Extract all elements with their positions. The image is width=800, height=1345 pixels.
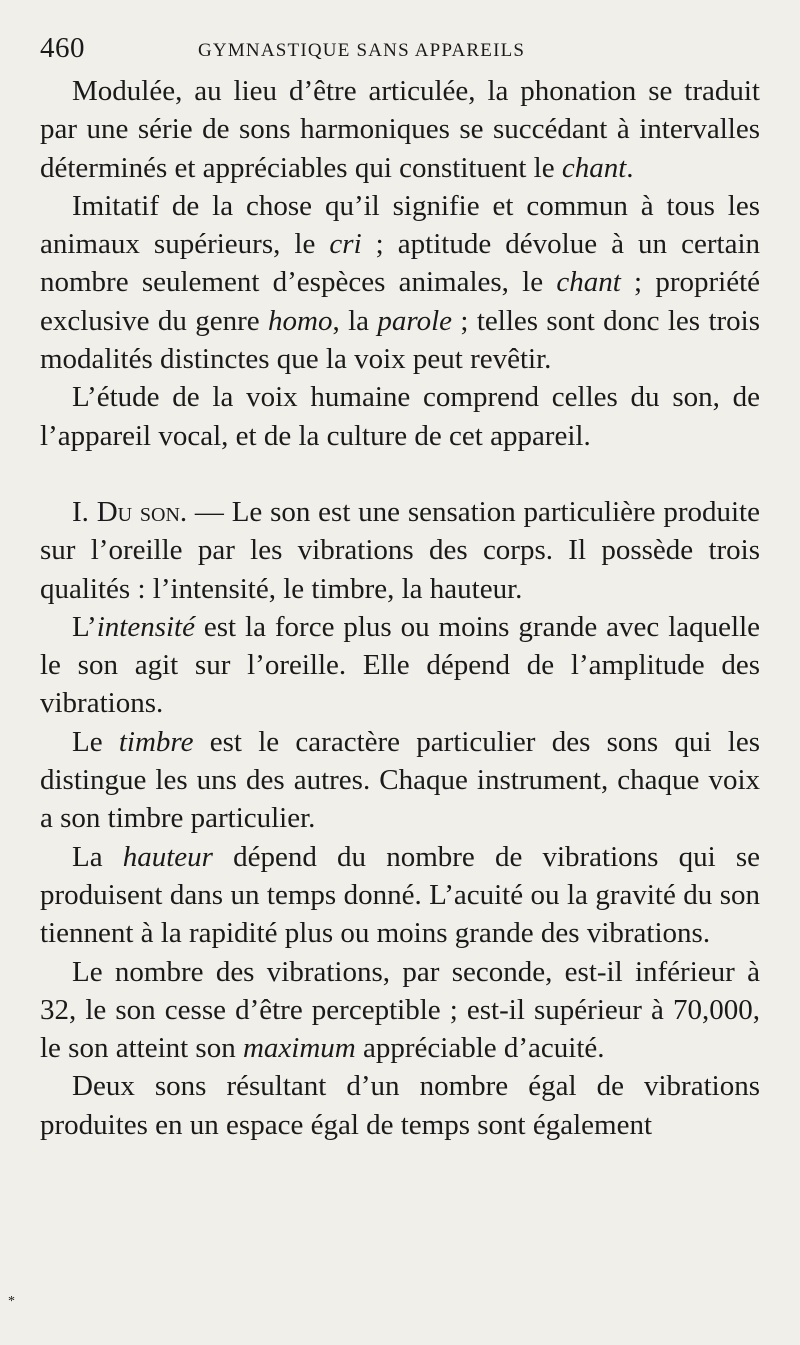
paragraph-modalites [40,187,760,378]
italic-term: maximum [242,1032,356,1065]
italic-term: chant [556,266,621,299]
text-run: , la [332,304,378,337]
margin-mark: * [8,1294,15,1309]
section-title: Du son. [96,495,188,528]
section-du-son [40,493,760,608]
text-run: L’ [72,610,97,643]
text-run: — Le son est une sensation particulière produite sur l’oreille par les vibrations des corps. Il possède trois qualités : l’intensité, le timbre, la hauteur. [40,495,760,605]
paragraph-intensite [40,608,760,723]
paragraph-timbre [40,723,760,838]
text-run: ; aptitude dévolue à un certain nombre seulement d’espèces animales, le [40,228,760,299]
italic-term: timbre [118,725,194,758]
text-run: ; telles sont donc les trois modalités distinctes que la voix peut revêtir. [40,304,760,376]
text-run: est le caractère particulier des sons qui les distingue les uns des autres. Chaque instrument, chaque voix a son timbre particulier. [40,725,760,835]
paragraph-vibrations [40,953,760,1068]
text-run: Le nombre des vibrations, par seconde, est-il inférieur à 32, le son cesse d’être perceptible ; est-il supérieur à 70,000, le son atteint son [40,955,760,1065]
paragraph-chant [40,72,760,187]
italic-term: chant [561,151,627,184]
text-run: Modulée, au lieu d’être articulée, la phonation se traduit par une série de sons harmoniques se succédant à intervalles déterminés et appréciables qui constituent le [40,75,760,184]
italic-term: cri [329,228,362,261]
page-header [40,30,760,70]
text-run: est la force plus ou moins grande avec laquelle le son agit sur l’oreille. Elle dépend de l’amplitude des vibrations. [40,610,760,720]
body-text [40,72,760,1144]
text-run: appréciable d’acuité. [355,1032,605,1065]
section-number: I. [72,495,97,528]
text-run: ; propriété exclusive du genre [40,266,760,337]
italic-term: hauteur [122,840,213,873]
text-run: La [72,840,123,873]
italic-term: parole [377,304,453,337]
paragraph-deux-sons: Deux sons résultant d’un nombre égal de vibrations produites en un espace égal de temps sont également [40,1070,760,1141]
running-title: GYMNASTIQUE SANS APPAREILS [198,40,526,61]
text-run: Imitatif de la chose qu’il signifie et commun à tous les animaux supérieurs, le [40,189,760,261]
paragraph-etude: L’étude de la voix humaine comprend celles du son, de l’appareil vocal, et de la culture de cet appareil. [40,381,760,452]
italic-term: homo [268,304,333,337]
text-run: . [626,151,634,184]
italic-term: intensité [96,610,195,643]
paragraph-hauteur [40,838,760,953]
text-run: dépend du nombre de vibrations qui se produisent dans un temps donné. L’acuité ou la gravité du son tiennent à la rapidité plus ou moins grande des vibrations. [40,840,760,950]
text-run: Le [72,725,119,758]
page-number: 460 [40,32,85,64]
